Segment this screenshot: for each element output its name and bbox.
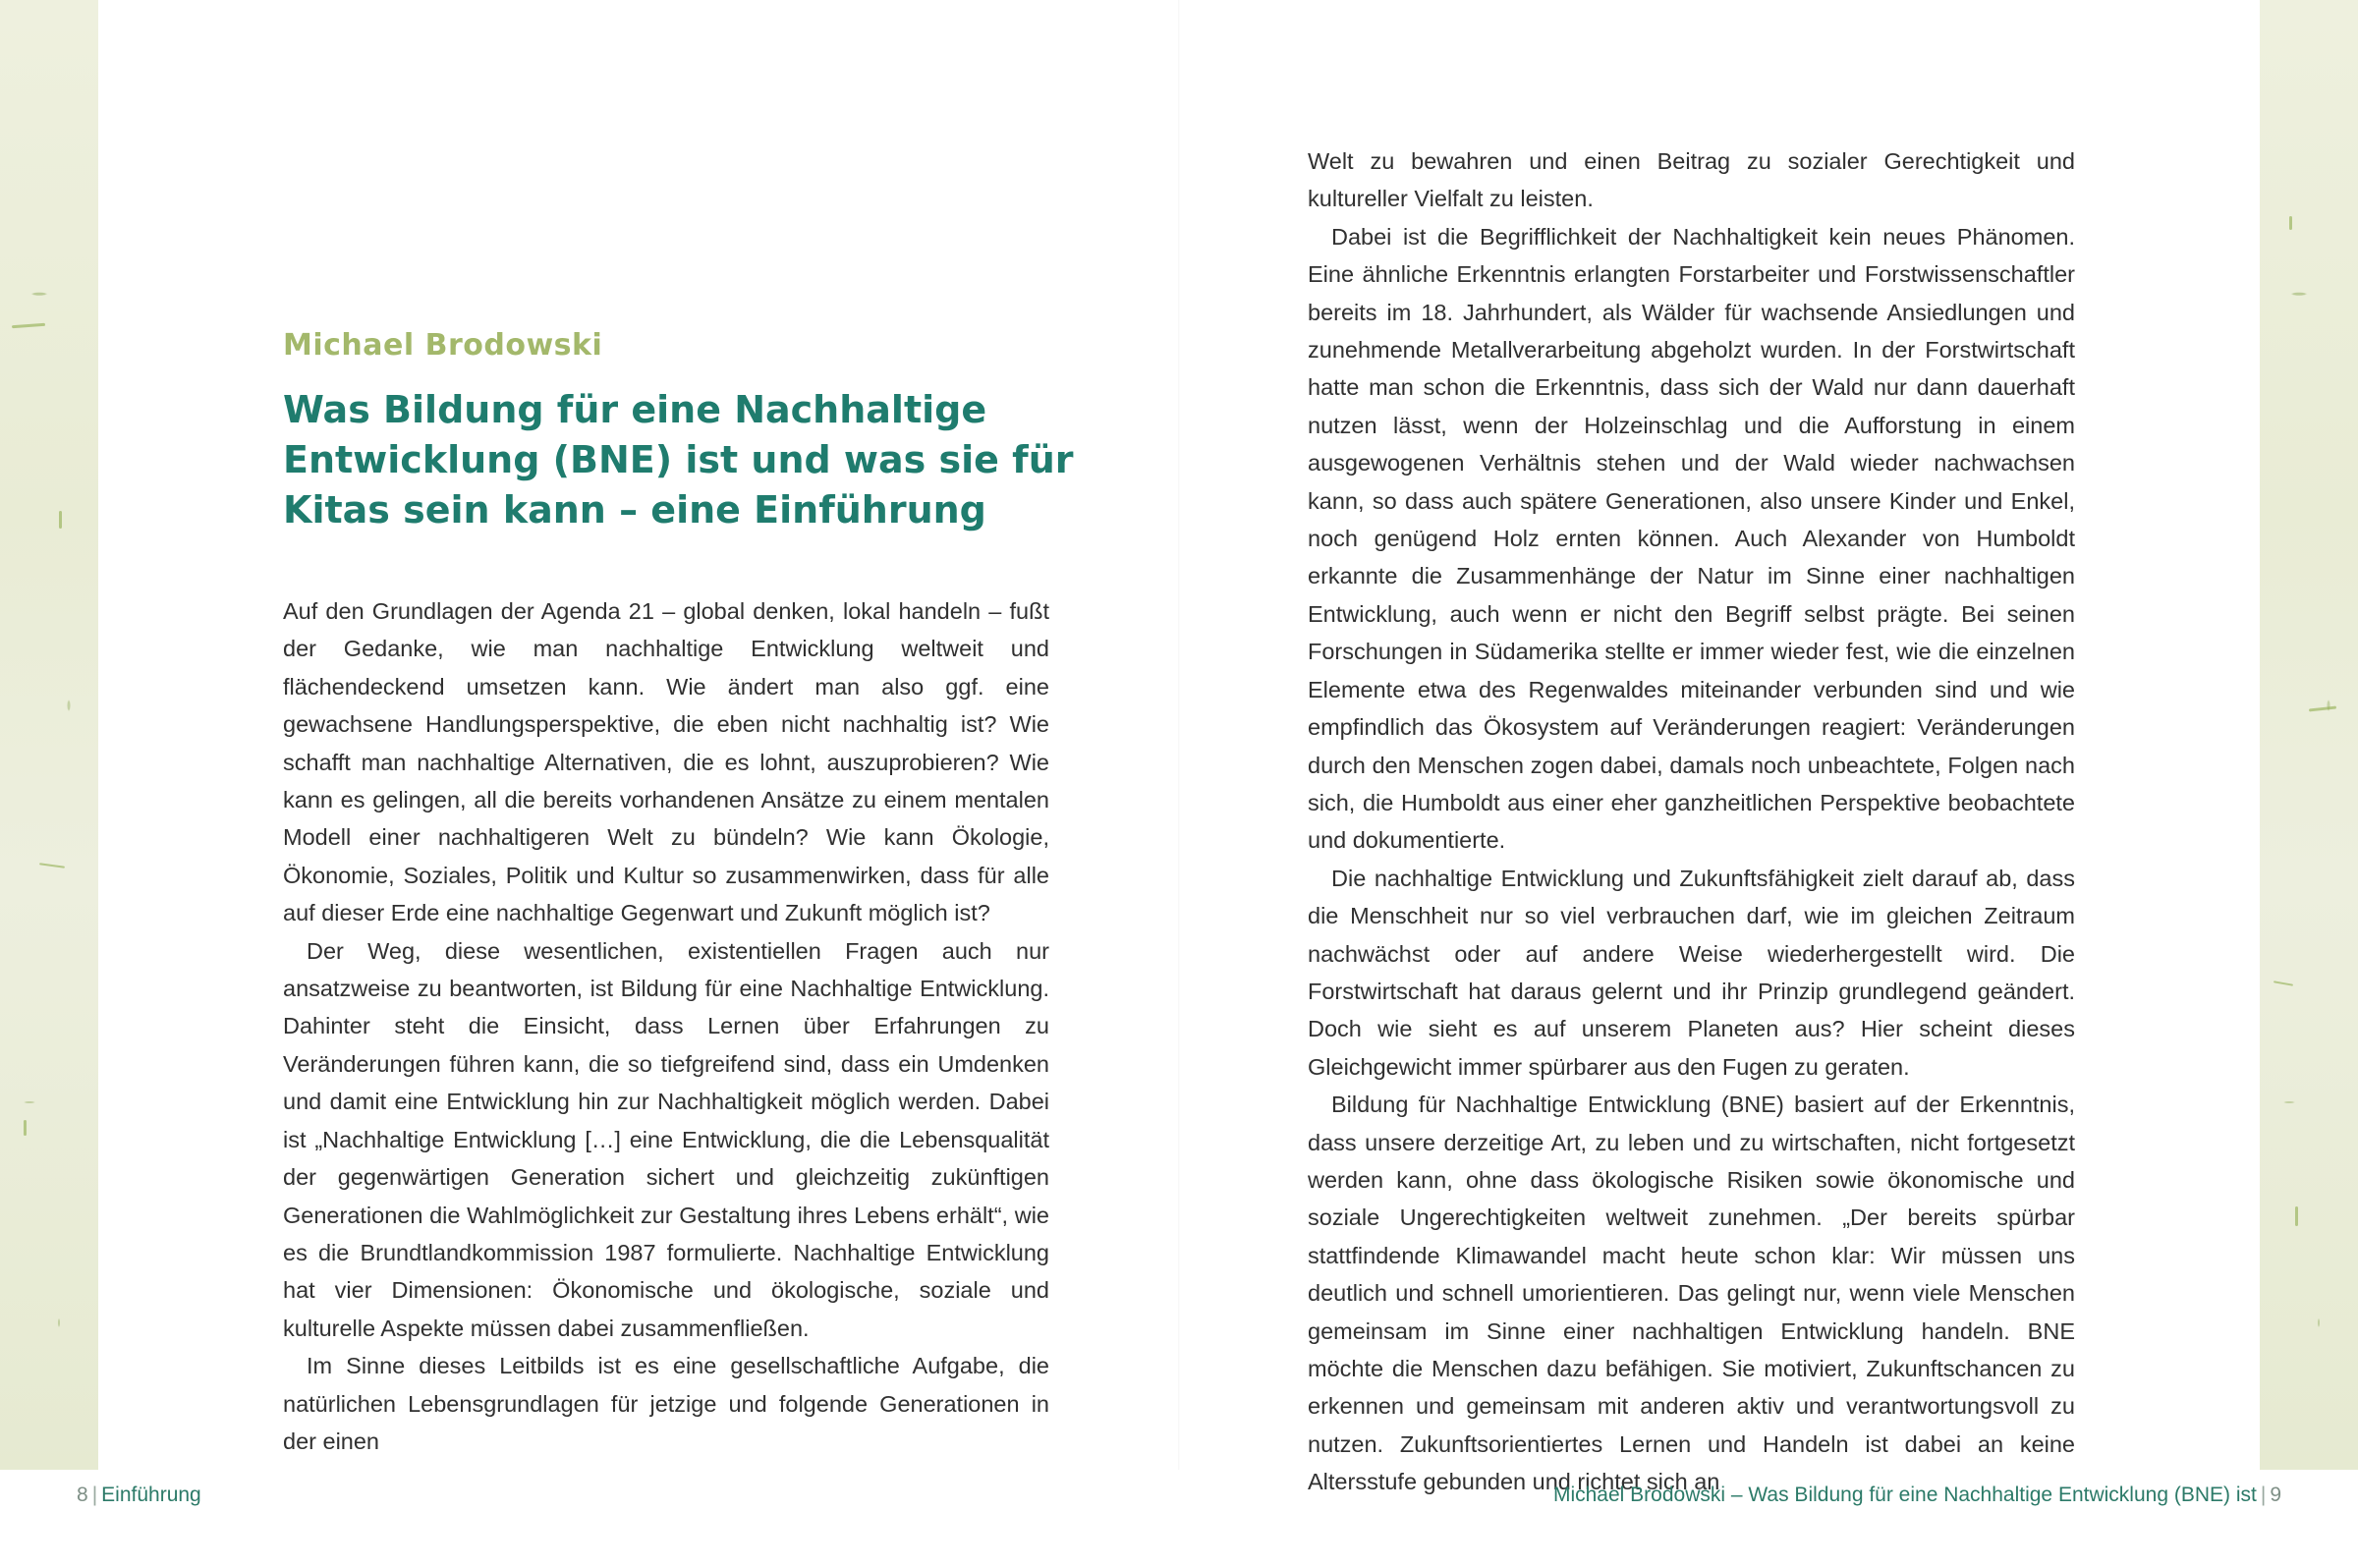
right-running-head: Michael Brodowski – Was Bildung für eine Nachhaltige Entwicklung (BNE) ist xyxy=(1552,1484,2257,1506)
left-paper-margin xyxy=(0,0,98,1470)
right-paragraph-2: Dabei ist die Begrifflichkeit der Nachhaltigkeit kein neues Phänomen. Eine ähnliche Erkenntnis erlangten Forstarbeiter und Forstwissenschaftler bereits im 18. Jahrhundert, als Wälder für wachsende Ansiedlungen und zunehmende Metallverarbeitung abgeholzt wurden. In der Forstwirtschaft hatte man schon die Erkenntnis, dass sich der Wald nur dann dauerhaft nutzen lässt, wenn der Holzeinschlag und die Aufforstung in einem ausgewogenen Verhältnis stehen und der Wald wieder nachwachsen kann, so dass auch spätere Generationen, also unsere Kinder und Enkel, noch genügend Holz ernten können. Auch Alexander von Humboldt erkannte die Zusammenhänge der Natur im Sinne einer nachhaltigen Entwicklung, auch wenn er nicht den Begriff selbst prägte. Bei seinen Forschungen in Südamerika stellte er immer wieder fest, wie die einzelnen Elemente etwa des Regenwaldes miteinander verbunden sind und wie empfindlich das Ökosystem auf Veränderungen reagiert: Veränderungen durch den Menschen zogen dabei, damals noch unbeachtete, Folgen nach sich, die Humboldt aus einer eher ganzheitlichen Perspektive beobachtete und dokumentierte. xyxy=(1308,223,2075,854)
right-body-text xyxy=(1308,142,2075,1501)
left-running-head: Einführung xyxy=(101,1484,201,1506)
left-paragraph-2: Der Weg, diese wesentlichen, existentiellen Fragen auch nur ansatzweise zu beantworten, ist Bildung für eine Nachhaltige Entwicklung. Dahinter steht die Einsicht, dass Lernen über Erfahrungen zu Veränderungen führen kann, die so tiefgreifend sind, dass ein Umdenken und damit eine Entwicklung hin zur Nachhaltigkeit möglich werden. Dabei ist „Nachhaltige Entwicklung […] eine Entwicklung, die die Lebensqualität der gegenwärtigen Generation sichert und gleichzeitig zukünftigen Generationen die Wahlmöglichkeit zur Gestaltung ihres Lebens erhält“, wie es die Brundtlandkommission 1987 formulierte. Nachhaltige Entwicklung hat vier Dimensionen: Ökonomische und ökologische, soziale und kulturelle Aspekte müssen dabei zusammenfließen. xyxy=(283,937,1049,1341)
chapter-title: Was Bildung für eine Nachhaltige Entwicklung (BNE) ist und was sie für Kitas sein kann – eine Einführung xyxy=(283,388,1074,532)
left-paragraph-1: Auf den Grundlagen der Agenda 21 – global denken, lokal handeln – fußt der Gedanke, wie man nachhaltige Entwicklung weltweit und flächendeckend umsetzen kann. Wie ändert man also ggf. eine gewachsene Handlungsperspektive, die eben nicht nachhaltig ist? Wie schafft man nachhaltige Alternativen, die es lohnt, auszuprobieren? Wie kann es gelingen, all die bereits vorhandenen Ansätze zu einem mentalen Modell einer nachhaltigeren Welt zu bündeln? Wie kann Ökologie, Ökonomie, Soziales, Politik und Kultur so zusammenwirken, dass für alle auf dieser Erde eine nachhaltige Gegenwart und Zukunft möglich ist? xyxy=(283,598,1049,926)
right-folio: Michael Brodowski – Was Bildung für eine Nachhaltige Entwicklung (BNE) ist | 9 xyxy=(1552,1484,2281,1506)
right-paragraph-3: Die nachhaltige Entwicklung und Zukunftsfähigkeit zielt darauf ab, dass die Menschheit nur so viel verbrauchen darf, wie im gleichen Zeitraum nachwächst oder auf andere Weise wiederhergestellt wird. Die Forstwirtschaft hat daraus gelernt und ihr Prinzip grundlegend geändert. Doch wie sieht es auf unserem Planeten aus? Hier scheint dieses Gleichgewicht immer spürbarer aus den Fugen zu geraten. xyxy=(1308,865,2075,1080)
author-name: Michael Brodowski xyxy=(283,328,603,363)
right-paragraph-4: Bildung für Nachhaltige Entwicklung (BNE) basiert auf der Erkenntnis, dass unsere derzeitige Art, zu leben und zu wirtschaften, nicht fortgesetzt werden kann, ohne dass ökologische Risiken sowie ökonomische und soziale Ungerechtigkeiten weltweit zunehmen. „Der bereits spürbar stattfindende Klimawandel macht heute schon klar: Wir müssen uns deutlich und schnell umorientieren. Das gelingt nur, wenn viele Menschen gemeinsam im Sinne einer nachhaltigen Entwicklung handeln. BNE möchte die Menschen dazu befähigen. Sie motiviert, Zukunftschancen zu erkennen und gemeinsam mit anderen aktiv und verantwortungsvoll zu nutzen. Zukunftsorientiertes Lernen und Handeln ist dabei an keine Altersstufe gebunden und richtet sich an xyxy=(1308,1092,2075,1495)
left-body-text xyxy=(283,592,1049,1460)
left-folio: 8 | Einführung xyxy=(77,1484,201,1506)
book-spine xyxy=(1178,0,1180,1568)
right-paper-margin xyxy=(2260,0,2358,1470)
right-paragraph-1: Welt zu bewahren und einen Beitrag zu sozialer Gerechtigkeit und kultureller Vielfalt zu leisten. xyxy=(1308,148,2075,212)
left-page-number: 8 xyxy=(77,1484,88,1506)
right-page-number: 9 xyxy=(2270,1484,2281,1506)
left-paragraph-3: Im Sinne dieses Leitbilds ist es eine gesellschaftliche Aufgabe, die natürlichen Lebensgrundlagen für jetzige und folgende Generationen in der einen xyxy=(283,1353,1049,1454)
